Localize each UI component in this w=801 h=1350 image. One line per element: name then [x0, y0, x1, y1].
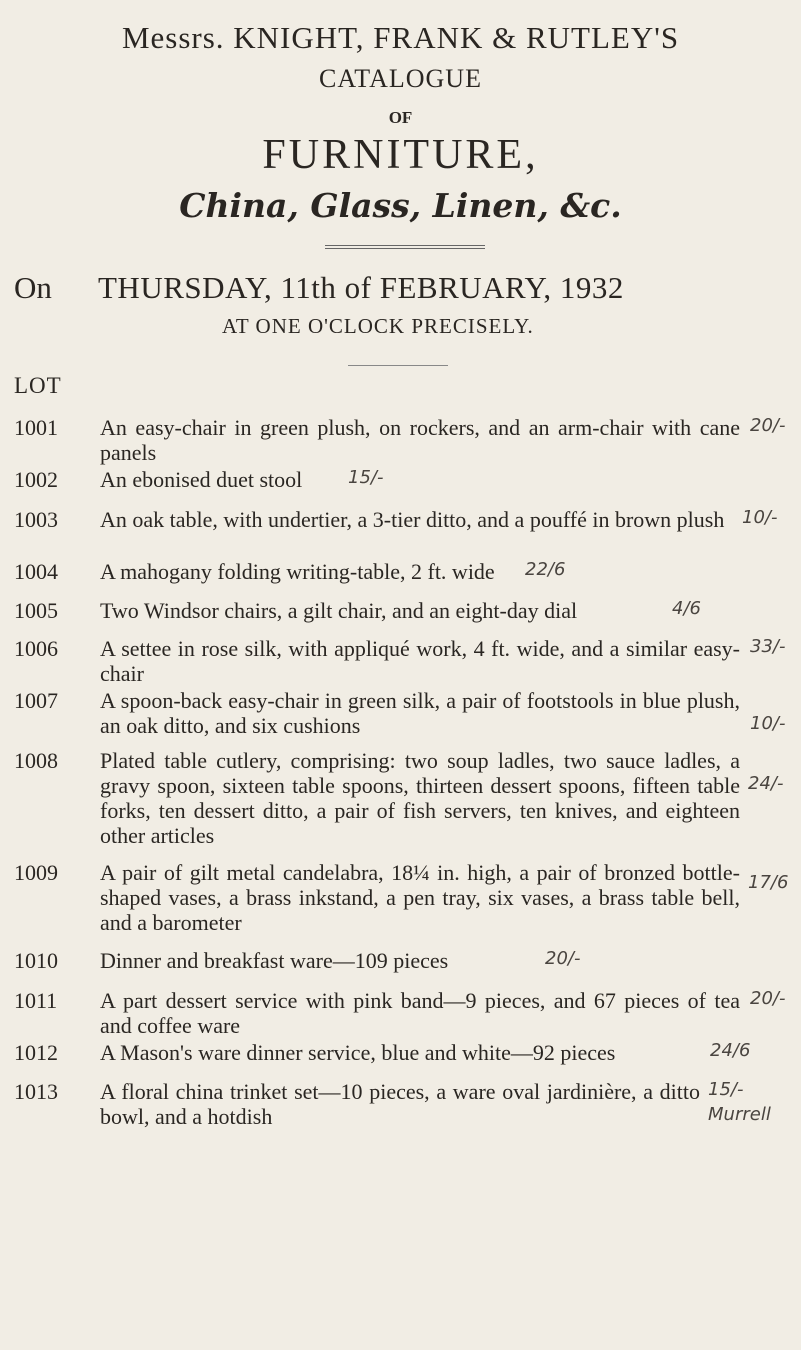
lot-description: A spoon-back easy-chair in green silk, a pair of footstools in blue plush, an oak ditto, and six cushions — [100, 688, 740, 738]
short-rule — [348, 365, 448, 366]
lot-number: 1011 — [14, 988, 58, 1013]
lot-price-note: 24/6 — [710, 1040, 751, 1061]
lot-description: An oak table, with undertier, a 3-tier ditto, and a pouffé in brown plush — [100, 507, 725, 532]
lot-description: A Mason's ware dinner service, blue and white—92 pieces — [100, 1040, 616, 1065]
lot-description: A pair of gilt metal candelabra, 18¼ in. high, a pair of bronzed bottle-shaped vases, a brass inkstand, a pen tray, six vases, a brass table bell, and a barometer — [100, 860, 740, 935]
sale-on: On — [14, 270, 52, 305]
lot-description: A part dessert service with pink band—9 pieces, and 67 pieces of tea and coffee ware — [100, 988, 740, 1038]
lot-price-note: 17/6 — [748, 872, 789, 893]
lot-description: An ebonised duet stool — [100, 467, 303, 492]
lot-description: Plated table cutlery, comprising: two soup ladles, two sauce ladles, a gravy spoon, sixteen table spoons, thirteen dessert spoons, fifteen table forks, ten dessert ditto, a pair of fish servers, ten knives, and eighteen other articles — [100, 748, 740, 848]
lot-price-note: 15/- — [708, 1079, 744, 1100]
lot-description: A floral china trinket set—10 pieces, a ware oval jardinière, a ditto bowl, and a hotdish — [100, 1079, 700, 1129]
lot-number: 1003 — [14, 507, 58, 532]
sale-date: THURSDAY, 11th of FEBRUARY, 1932 — [98, 270, 624, 305]
sale-time: AT ONE O'CLOCK PRECISELY. — [222, 314, 534, 338]
lot-price-note: 20/- — [750, 988, 786, 1009]
lot-price-note: 10/- — [750, 713, 786, 734]
lot-price-note: 24/- — [748, 773, 784, 794]
lot-number: 1001 — [14, 415, 58, 440]
lot-number: 1002 — [14, 467, 58, 492]
title-rule — [325, 245, 485, 249]
lot-number: 1010 — [14, 948, 58, 973]
lot-number: 1005 — [14, 598, 58, 623]
lot-price-note: 10/- — [742, 507, 778, 528]
catalogue-publisher: Messrs. KNIGHT, FRANK & RUTLEY'S — [121, 20, 680, 55]
lot-number: 1004 — [14, 559, 58, 584]
lot-description: A settee in rose silk, with appliqué work, 4 ft. wide, and a similar easy-chair — [100, 636, 740, 686]
lot-price-note: 20/- — [545, 948, 581, 969]
lot-price-note: 22/6 — [525, 559, 566, 580]
lot-number: 1006 — [14, 636, 58, 661]
lot-number: 1013 — [14, 1079, 58, 1104]
lot-description: An easy-chair in green plush, on rockers, and an arm-chair with cane panels — [100, 415, 740, 465]
lot-price-note: 20/- — [750, 415, 786, 436]
lot-price-note: 33/- — [750, 636, 786, 657]
lot-number: 1012 — [14, 1040, 58, 1065]
lot-price-note: 4/6 — [672, 598, 701, 619]
lot-description: Two Windsor chairs, a gilt chair, and an eight-day dial — [100, 598, 578, 623]
lot-number: 1008 — [14, 748, 58, 773]
china-glass-linen-heading: China, Glass, Linen, &c. — [179, 186, 622, 225]
catalogue-word: CATALOGUE — [319, 64, 482, 93]
buyer-margin-note: Murrell — [708, 1104, 771, 1125]
lot-number: 1009 — [14, 860, 58, 885]
lot-heading: LOT — [14, 373, 62, 398]
of-word: OF — [388, 108, 413, 127]
furniture-heading: FURNITURE, — [262, 132, 539, 178]
lot-description: Dinner and breakfast ware—109 pieces — [100, 948, 449, 973]
lot-price-note: 15/- — [348, 467, 384, 488]
lot-description: A mahogany folding writing-table, 2 ft. wide — [100, 559, 495, 584]
lot-number: 1007 — [14, 688, 58, 713]
